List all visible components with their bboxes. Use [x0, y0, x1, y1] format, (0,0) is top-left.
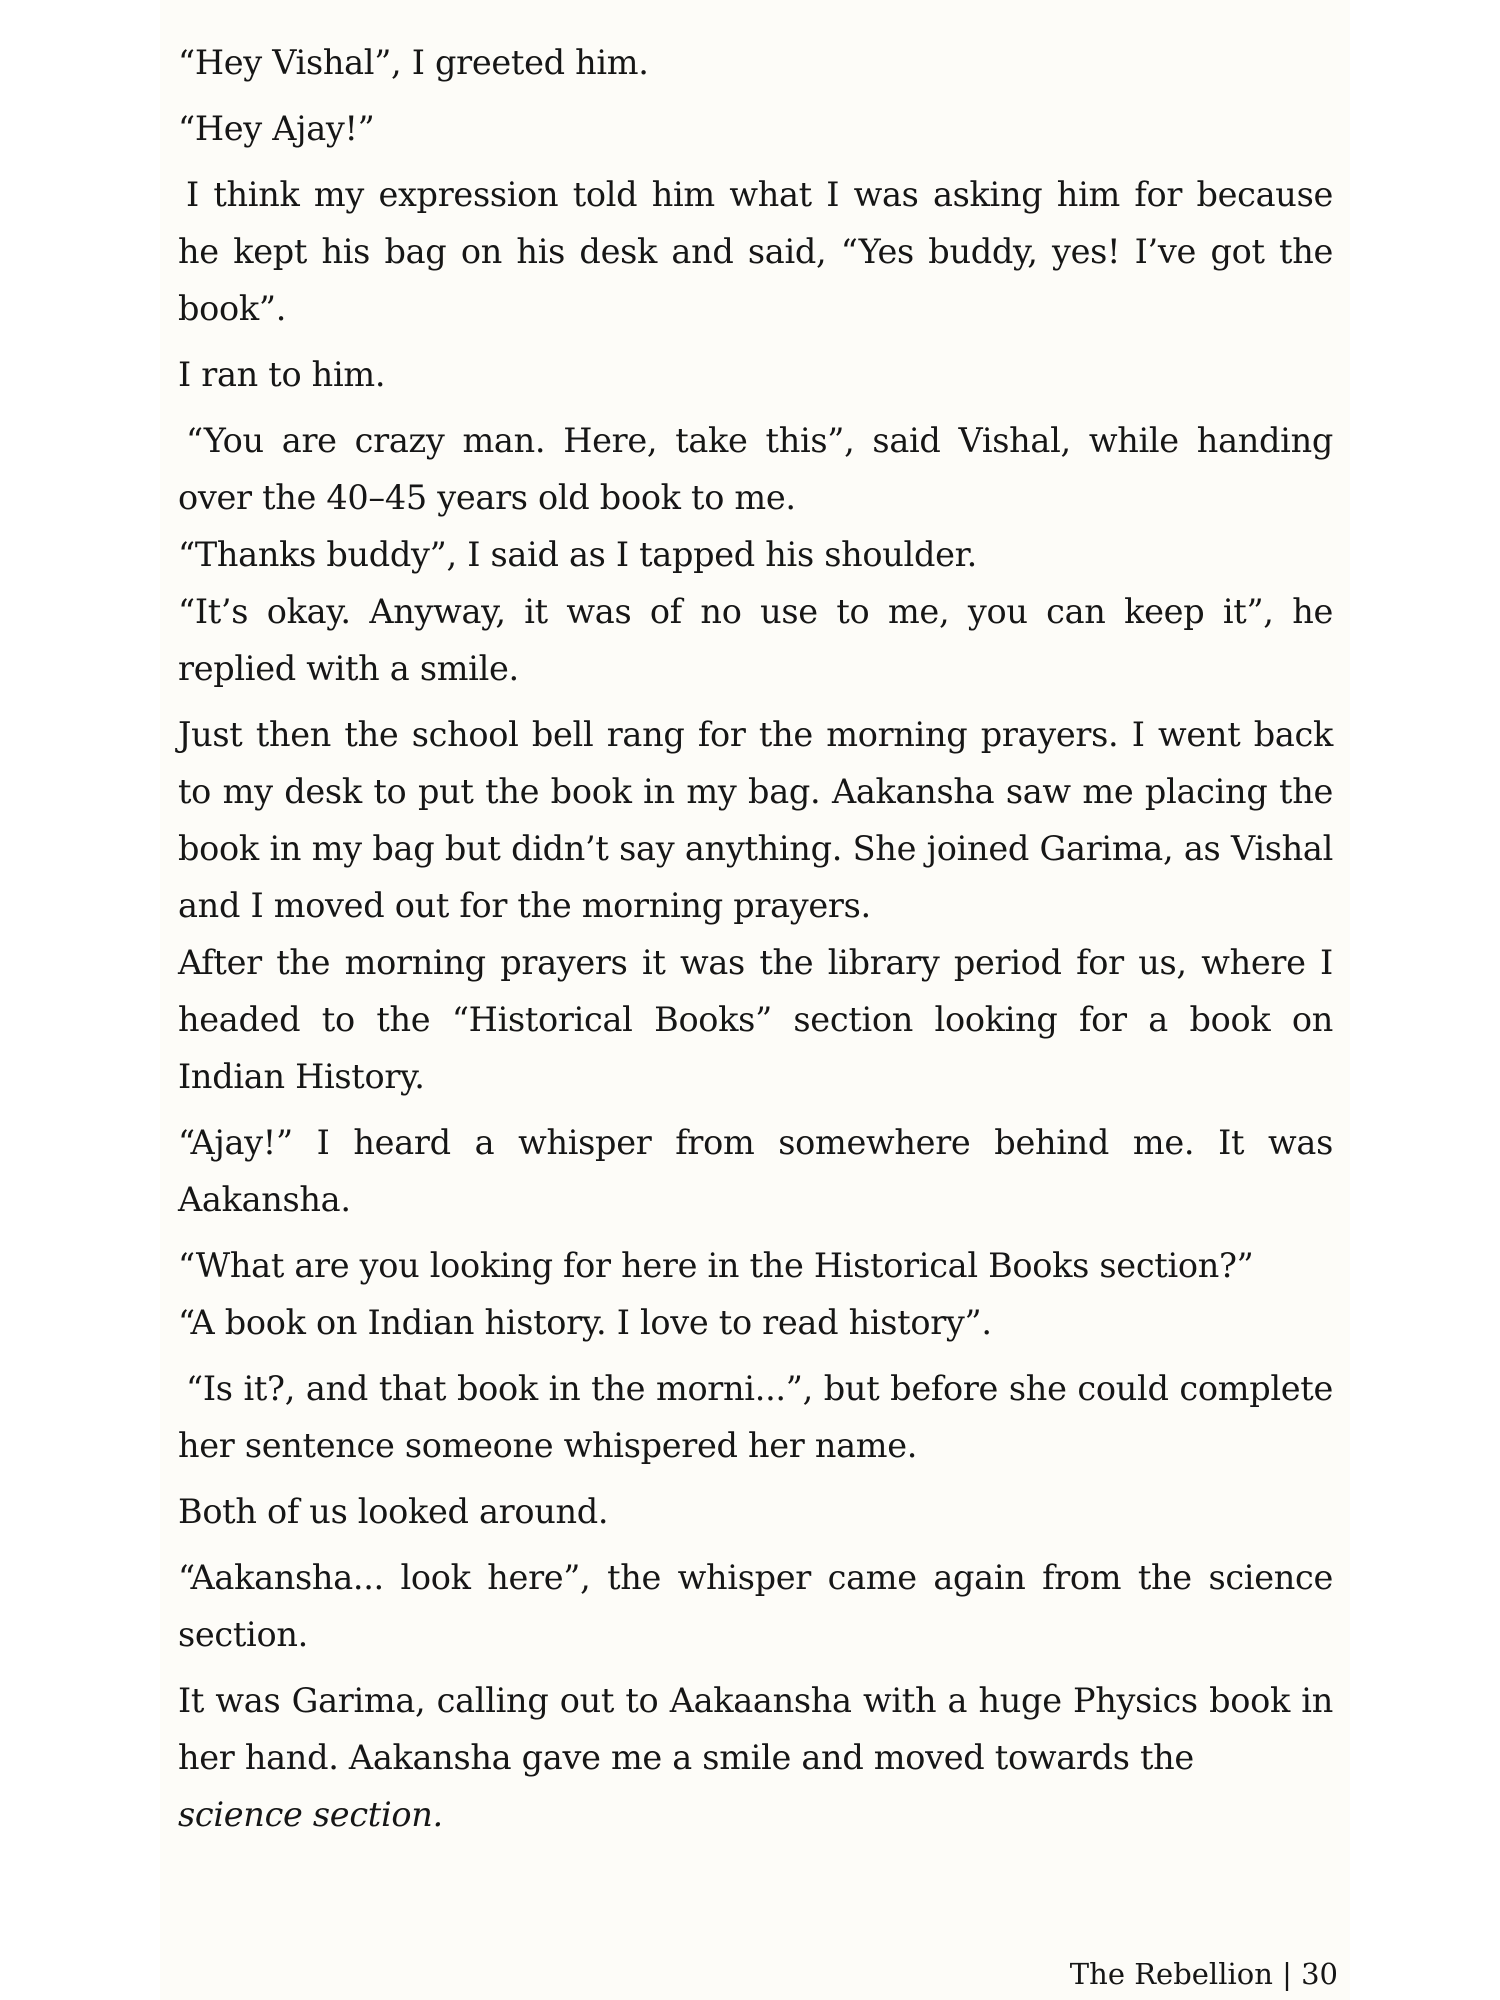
- paragraph-library: After the morning prayers it was the library period for us, where I headed to the “Historical Books” section looking for a book on Indian History.: [178, 943, 1333, 1096]
- paragraph-is-it: “Is it?, and that book in the morni...”, but before she could complete her sentence someone whispered her name.: [178, 1369, 1333, 1465]
- paragraph-expression: I think my expression told him what I was asking him for because he kept his bag on his desk and said, “Yes buddy, yes! I’ve got the book”.: [178, 175, 1333, 328]
- paragraph-okay: “It’s okay. Anyway, it was of no use to me, you can keep it”, he replied with a smile.: [178, 592, 1333, 688]
- paragraph-question: “What are you looking for here in the Historical Books section?”: [178, 1246, 1254, 1285]
- paragraph-look-here: “Aakansha... look here”, the whisper came again from the science section.: [178, 1558, 1333, 1654]
- paragraph-answer: “A book on Indian history. I love to read history”.: [178, 1303, 992, 1342]
- paragraph-garima: It was Garima, calling out to Aakaansha with a huge Physics book in her hand. Aakansha gave me a smile and moved towards the: [178, 1681, 1333, 1777]
- paragraph-greeting: “Hey Vishal”, I greeted him.: [178, 43, 649, 82]
- paragraph-ran: I ran to him.: [178, 355, 386, 394]
- paragraph-reply: “Hey Ajay!”: [178, 109, 375, 148]
- paragraph-school-bell: Just then the school bell rang for the morning prayers. I went back to my desk to put the book in my bag. Aakansha saw me placing the book in my bag but didn’t say anything. She joined Garima, as Vishal and I moved out for the morning prayers.: [178, 715, 1333, 925]
- paragraph-looked-around: Both of us looked around.: [178, 1492, 609, 1531]
- page-footer: The Rebellion | 30: [1069, 1957, 1338, 1991]
- paragraph-science-section: science section.: [178, 1795, 443, 1834]
- paragraph-thanks: “Thanks buddy”, I said as I tapped his shoulder.: [178, 535, 977, 574]
- paragraph-crazy-man: “You are crazy man. Here, take this”, said Vishal, while handing over the 40–45 years old book to me.: [178, 421, 1333, 517]
- page-body: [178, 34, 1333, 1852]
- paragraph-whisper: “Ajay!” I heard a whisper from somewhere behind me. It was Aakansha.: [178, 1123, 1333, 1219]
